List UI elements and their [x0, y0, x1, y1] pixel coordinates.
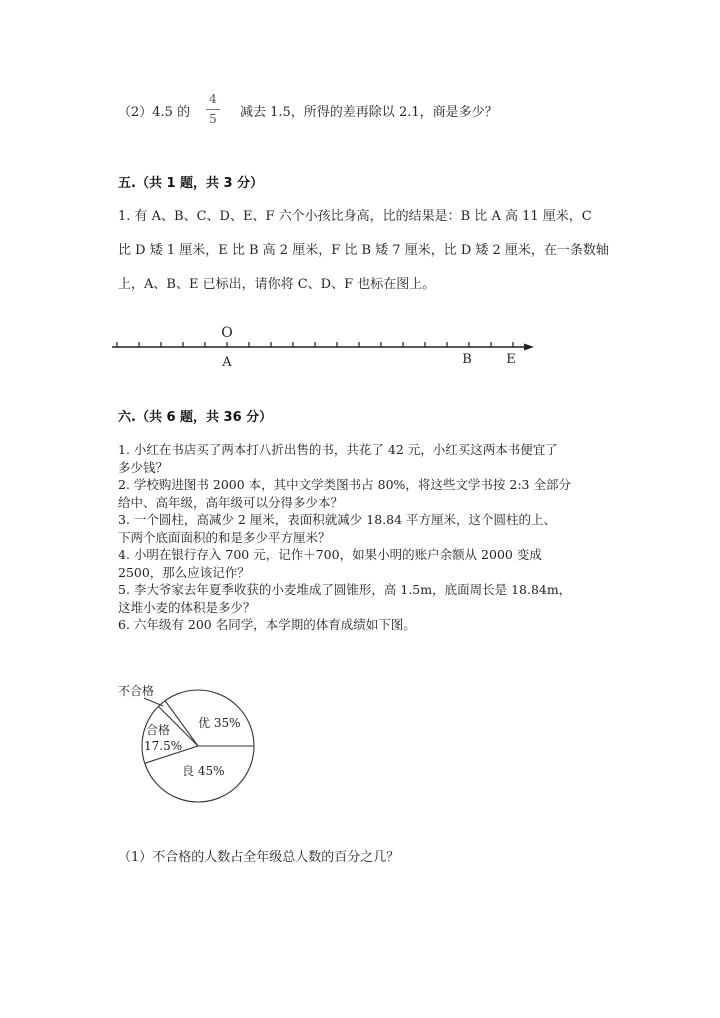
fraction-denominator: 5 — [209, 112, 217, 126]
question-line: 上，A、B、E 已标出，请你将 C、D、F 也标在图上。 — [118, 277, 436, 292]
leader-line — [144, 698, 163, 706]
question-line: 4. 小明在银行存入 700 元，记作＋700，如果小明的账户余额从 2000 变成 — [118, 547, 542, 562]
question-line: 1. 小红在书店买了两本打八折出售的书，共花了 42 元，小红买这两本书便宜了 — [118, 442, 558, 457]
question-2-suffix: 减去 1.5，所得的差再除以 2.1，商是多少？ — [240, 105, 498, 120]
question-6 — [118, 616, 628, 634]
section-5-heading: 五.（共 1 题，共 3 分） — [118, 176, 264, 191]
label-excellent: 优 35% — [198, 716, 241, 730]
label-pass-name: 合格 — [146, 723, 171, 737]
number-line — [100, 320, 550, 375]
question-line: 5. 李大爷家去年夏季收获的小麦堆成了圆锥形，高 1.5m，底面周长是 18.84m， — [118, 582, 572, 597]
question-2-prefix: （2）4.5 的 — [118, 105, 191, 120]
label-good: 良 45% — [182, 764, 225, 778]
label-b: B — [462, 352, 472, 367]
question-line: 1. 有 A、B、C、D、E、F 六个小孩比身高，比的结果是：B 比 A 高 11 厘米，C — [118, 209, 592, 224]
question-5 — [118, 581, 628, 616]
question-3 — [118, 511, 628, 546]
fraction-four-fifths — [206, 92, 220, 127]
question-line: 下两个底面面积的和是多少平方厘米？ — [118, 529, 331, 545]
question-line: 给中、高年级，高年级可以分得多少本？ — [118, 494, 344, 510]
question-4 — [118, 546, 628, 581]
question-line: 这堆小麦的体积是多少？ — [118, 599, 256, 615]
question-line: 3. 一个圆柱，高减少 2 厘米，表面积就减少 18.84 平方厘米，这个圆柱的上、 — [118, 512, 557, 527]
label-e: E — [506, 352, 516, 367]
sub-question-1: （1）不合格的人数占全年级总人数的百分之几？ — [118, 850, 400, 865]
question-1 — [118, 441, 628, 476]
section-6-heading: 六.（共 6 题，共 36 分） — [118, 410, 273, 425]
question-2 — [118, 476, 628, 511]
fraction-bar — [206, 109, 220, 110]
question-line: 6. 六年级有 200 名同学，本学期的体育成绩如下图。 — [118, 617, 416, 632]
pie-chart — [100, 670, 270, 820]
question-line: 比 D 矮 1 厘米，E 比 B 高 2 厘米，F 比 B 矮 7 厘米，比 D 矮 2 厘米，在一条数轴 — [118, 243, 609, 258]
label-pass-pct: 17.5% — [144, 739, 183, 753]
origin-label: O — [221, 325, 233, 341]
label-fail: 不合格 — [118, 684, 155, 698]
fraction-numerator: 4 — [209, 92, 217, 106]
section-5-question-1 — [118, 200, 618, 302]
label-a: A — [222, 355, 232, 370]
question-line: 2500，那么应该记作？ — [118, 564, 250, 580]
arrow-icon — [524, 344, 534, 351]
question-line: 2. 学校购进图书 2000 本，其中文学类图书占 80%，将这些文学书按 2:3 全部分 — [118, 477, 571, 492]
question-line: 多少钱？ — [118, 459, 169, 475]
section-6-questions — [118, 441, 628, 634]
